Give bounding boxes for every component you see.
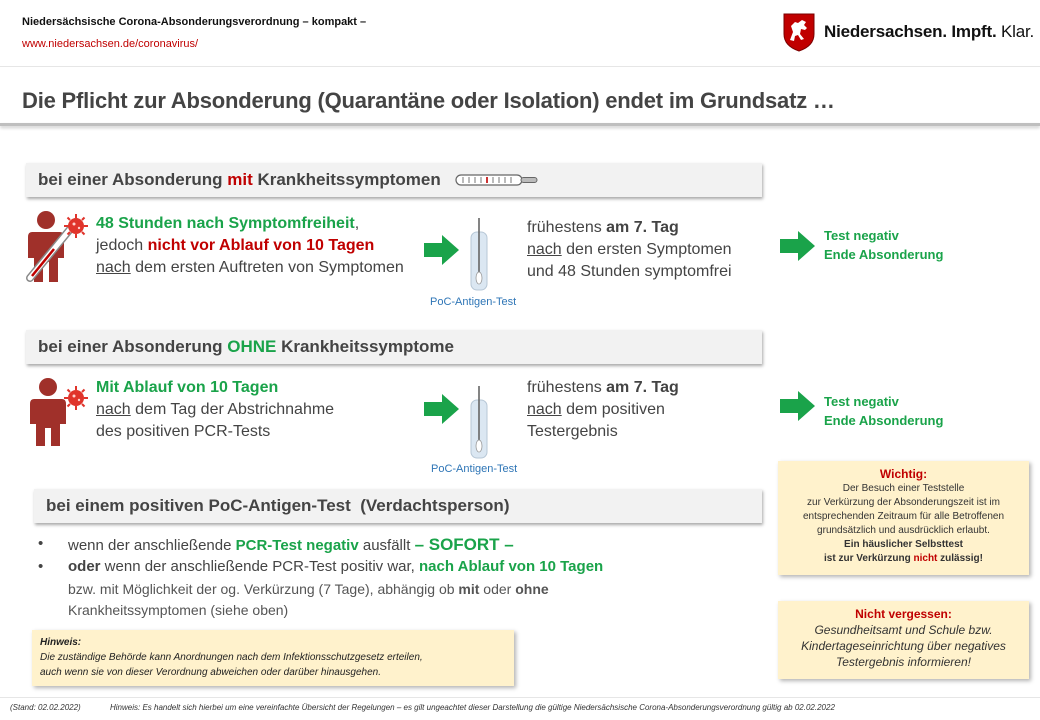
section2-line2-u: nach <box>96 401 131 418</box>
section2-bar-pre: bei einer Absonderung <box>38 337 228 356</box>
section2-line1-bold: Mit Ablauf von 10 Tagen <box>96 379 279 396</box>
reminder-note <box>778 601 1029 679</box>
important-note-l6-post: zulässig! <box>937 553 983 564</box>
section2-earliest-pre: frühestens <box>527 379 607 396</box>
section2-result-l1: Test negativ <box>824 394 899 409</box>
section2-result-l2: Ende Absonderung <box>824 413 944 428</box>
section3-sub <box>68 579 549 621</box>
header-divider <box>0 66 1040 67</box>
section2-earliest-l3: Testergebnis <box>527 423 618 440</box>
section1-earliest-l2-rest: den ersten Symptomen <box>561 241 732 258</box>
header-title: Niedersächsische Corona-Absonderungsverordnung – kompakt – <box>22 16 367 28</box>
title-underline <box>0 123 1040 126</box>
footer-stand: (Stand: 02.02.2022) <box>10 703 81 712</box>
section1-result-l1: Test negativ <box>824 228 899 243</box>
section1-result <box>824 226 943 264</box>
section1-line1-bold: 48 Stunden nach Symptomfreiheit <box>96 215 355 232</box>
section2-earliest-text <box>527 377 777 443</box>
section1-line3-rest: dem ersten Auftreten von Symptomen <box>130 259 404 276</box>
section3-b1-sofort: – SOFORT – <box>414 535 514 554</box>
footer-divider <box>0 697 1040 698</box>
section2-earliest-l2-rest: dem positiven <box>561 401 665 418</box>
hinweis-l1: Die zuständige Behörde kann Anordnungen nach dem Infektionsschutzgesetz erteilen, <box>40 652 423 663</box>
section1-test-caption: PoC-Antigen-Test <box>430 296 517 308</box>
section2-earliest-l2-u: nach <box>527 401 562 418</box>
important-note-l2: zur Verkürzung der Absonderungszeit ist im <box>807 497 1000 508</box>
brand-text <box>824 22 1034 42</box>
section3-sub1: bzw. mit Möglichkeit der og. Verkürzung (7 Tage), abhängig ob <box>68 581 459 597</box>
section1-earliest-pre: frühestens <box>527 219 607 236</box>
green-arrow-icon <box>424 393 460 425</box>
section2-rule-text <box>96 377 416 443</box>
section2-bar-em: OHNE <box>227 337 277 356</box>
header-url-link[interactable]: www.niedersachsen.de/coronavirus/ <box>22 38 199 50</box>
section1-result-l2: Ende Absonderung <box>824 247 944 262</box>
section-bar-positive-antigen <box>34 489 762 523</box>
section2-earliest-bold: am 7. Tag <box>606 379 679 396</box>
hinweis-note <box>32 630 514 686</box>
section1-earliest-l2-u: nach <box>527 241 562 258</box>
green-arrow-icon <box>424 234 460 266</box>
section3-bullet-list <box>38 535 778 625</box>
person-virus-icon <box>30 376 92 448</box>
brand-light: Klar. <box>1001 22 1035 41</box>
green-arrow-icon <box>780 390 816 422</box>
section2-bar-post: Krankheitssymptome <box>276 337 454 356</box>
section3-bar: bei einem positiven PoC-Antigen-Test (Verdachtsperson) <box>46 496 510 515</box>
page-title: Die Pflicht zur Absonderung (Quarantäne oder Isolation) endet im Grundsatz … <box>22 88 835 113</box>
section1-rule-text <box>96 213 436 279</box>
section3-sub1-mid: oder <box>479 581 516 597</box>
important-note-l1: Der Besuch einer Teststelle <box>842 483 965 494</box>
important-note-l4: grundsätzlich und ausdrücklich erlaubt. <box>817 525 990 536</box>
test-swab-icon <box>468 218 490 292</box>
person-virus-thermometer-icon <box>24 208 92 284</box>
section3-b2-mid: wenn der anschließende PCR-Test positiv war, <box>100 558 419 575</box>
section2-test-caption: PoC-Antigen-Test <box>431 463 518 475</box>
section2-result <box>824 392 943 430</box>
section1-earliest-text <box>527 217 777 283</box>
section-bar-with-symptoms <box>26 163 762 197</box>
test-swab-icon <box>468 386 490 460</box>
section1-bar-pre: bei einer Absonderung <box>38 170 228 189</box>
important-note <box>778 461 1029 575</box>
section1-earliest-l3: und 48 Stunden symptomfrei <box>527 263 732 280</box>
section3-b2-green: nach Ablauf von 10 Tagen <box>419 558 604 575</box>
brand-main: Niedersachsen. Impft. <box>824 22 997 41</box>
reminder-note-title: Nicht vergessen: <box>855 607 952 621</box>
section3-b1-green: PCR-Test negativ <box>235 537 359 554</box>
hinweis-title: Hinweis: <box>40 637 82 648</box>
section1-bar-post: Krankheitssymptomen <box>252 170 441 189</box>
section3-b1-pre: wenn der anschließende <box>68 537 236 554</box>
niedersachsen-horse-crest-icon <box>782 12 816 52</box>
section3-b2-bold: oder <box>68 558 101 575</box>
reminder-note-l3: Testergebnis informieren! <box>836 655 971 669</box>
section3-sub1-b1: mit <box>458 581 480 597</box>
section-bar-without-symptoms <box>26 330 762 364</box>
section1-line2-bold: nicht vor Ablauf von 10 Tagen <box>147 237 375 254</box>
list-item: • oder wenn der anschließende PCR-Test positiv war, nach Ablauf von 10 Tagen <box>38 558 604 575</box>
section1-line2-pre: jedoch <box>96 237 148 254</box>
section1-earliest-bold: am 7. Tag <box>606 219 679 236</box>
reminder-note-l1: Gesundheitsamt und Schule bzw. <box>814 623 993 637</box>
section1-line1-comma: , <box>354 215 360 232</box>
section3-b1-mid: ausfällt <box>358 537 415 554</box>
section3-sub2: Krankheitssymptomen (siehe oben) <box>68 602 289 618</box>
section2-line2-rest: dem Tag der Abstrichnahme <box>130 401 335 418</box>
section1-line3-u: nach <box>96 259 131 276</box>
reminder-note-l2: Kindertageseinrichtung über negatives <box>801 639 1006 653</box>
important-note-l6-pre: ist zur Verkürzung <box>824 553 914 564</box>
section3-sub1-b2: ohne <box>515 581 549 597</box>
green-arrow-icon <box>780 230 816 262</box>
hinweis-l2: auch wenn sie von dieser Verordnung abweichen oder darüber hinausgehen. <box>40 667 381 678</box>
section1-bar-em: mit <box>227 170 253 189</box>
section2-line3: des positiven PCR-Tests <box>96 423 271 440</box>
important-note-l5: Ein häuslicher Selbsttest <box>844 539 963 550</box>
footer-hinweis: Hinweis: Es handelt sich hierbei um eine vereinfachte Übersicht der Regelungen – es gilt ungeachtet dieser Darstellung die gültige Niedersächsische Corona-Absonderungsverordnung gültig ab 02.02.2022 <box>110 703 835 712</box>
brand-logo <box>782 10 1034 54</box>
important-note-l6-red: nicht <box>913 553 938 564</box>
list-item: • wenn der anschließende PCR-Test negativ ausfällt – SOFORT – <box>38 535 514 554</box>
important-note-title: Wichtig: <box>879 467 928 481</box>
thermometer-icon <box>455 173 539 187</box>
important-note-l3: entsprechenden Zeitraum für alle Betroffenen <box>802 511 1005 522</box>
